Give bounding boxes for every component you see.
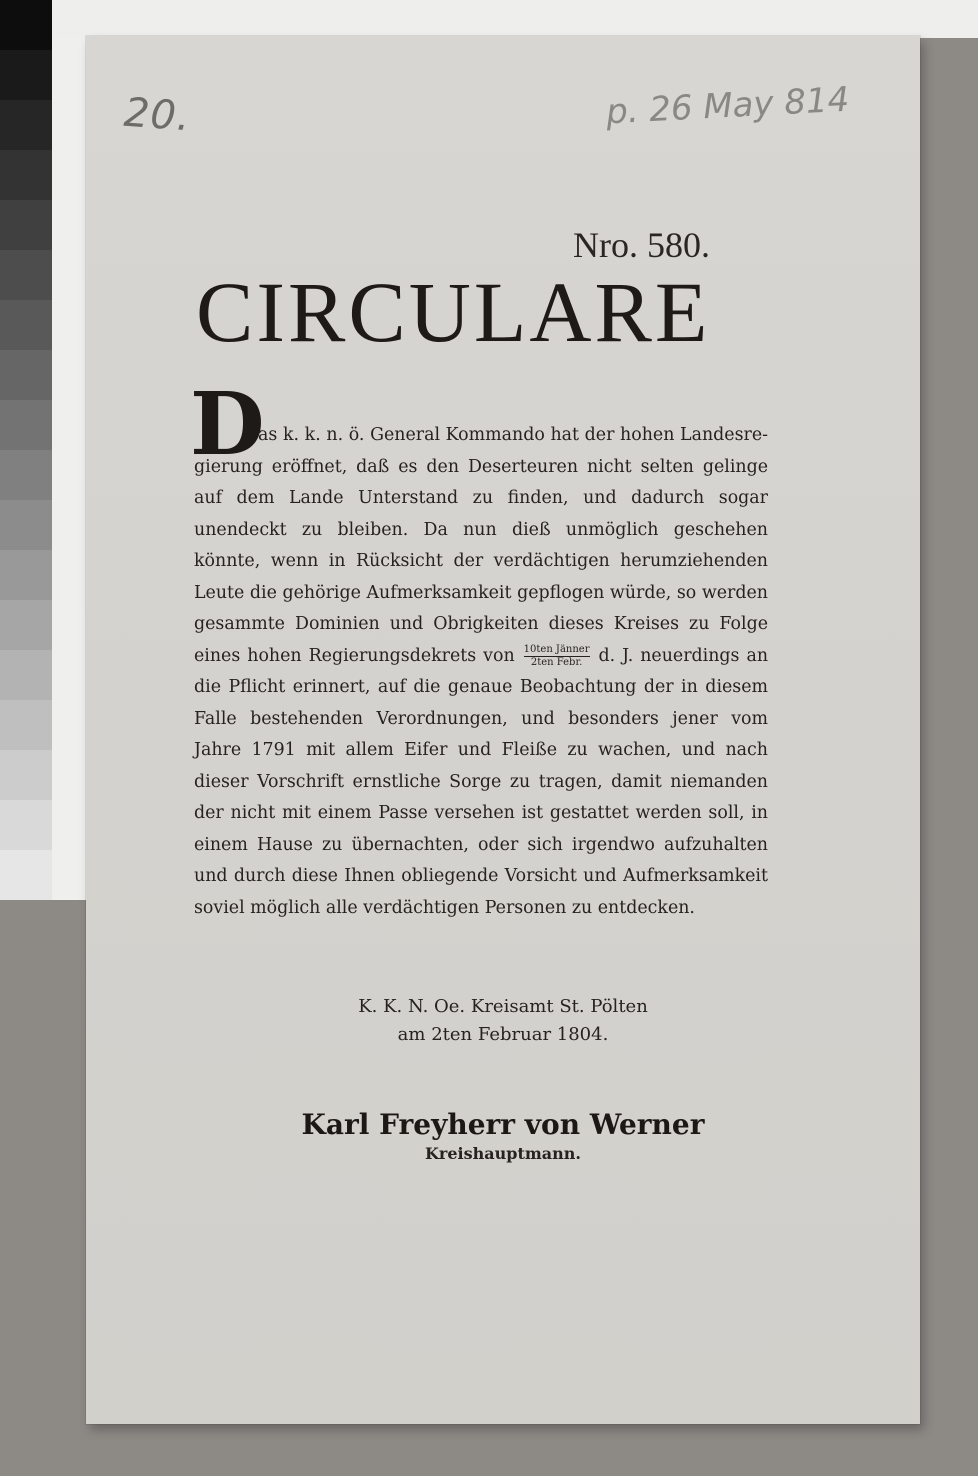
background-card xyxy=(52,0,978,38)
calibration-patch xyxy=(0,200,52,250)
date-fraction-top: 10ten Jänner xyxy=(523,643,590,655)
calibration-patch xyxy=(0,0,52,50)
pencil-annotation-right: p. 26 May 814 xyxy=(605,79,851,133)
issuing-office: K. K. N. Oe. Kreisamt St. Pölten xyxy=(358,996,648,1017)
circular-body xyxy=(194,420,768,924)
calibration-patch xyxy=(0,650,52,700)
body-main: gierung eröffnet, daß es den Deserteuren nicht selten gelinge auf dem Lande Unterstand zu finden, und dadurch sogar unendeckt zu bleiben. Da nun dieß unmöglich geschehen könnte, wenn in Rücksicht der verdächtigen herumziehenden Leute die gehörige Aufmerksamkeit gepflogen würde, so werden gesammte Dominien und Obrigkeiten dieses Kreises zu Folge eines hohen Regierungsdekrets von xyxy=(194,456,768,666)
document-title: CIRCULARE xyxy=(196,264,711,360)
pencil-annotation-left: 20. xyxy=(122,89,193,141)
calibration-patch xyxy=(0,500,52,550)
date-fraction-bottom: 2ten Febr. xyxy=(530,656,583,668)
calibration-patch xyxy=(0,300,52,350)
signer-title: Kreishauptmann. xyxy=(425,1144,581,1163)
calibration-patch xyxy=(0,600,52,650)
calibration-patch xyxy=(0,450,52,500)
document-number: Nro. 580. xyxy=(573,225,710,265)
body-end: d. J. neuerdings an die Pflicht erinnert, auf die genaue Beobachtung der in diesem Falle bestehenden Verordnungen, und besonders jener vom Jahre 1791 mit allem Eifer und Fleiße zu wachen, und nach dieser Vorschrift ernstliche Sorge zu tragen, damit niemanden der nicht mit einem Passe versehen ist gestattet werden soll, in einem Hause zu übernachten, oder sich irgendwo aufzuhalten und durch diese Ihnen obliegende Vorsicht und Aufmerksamkeit soviel möglich alle verdächtigen Personen zu entdecken. xyxy=(194,645,769,918)
calibration-patch xyxy=(0,50,52,100)
calibration-card xyxy=(52,0,86,900)
signer-name: Karl Freyherr von Werner xyxy=(301,1108,705,1141)
calibration-patch xyxy=(0,550,52,600)
calibration-patch xyxy=(0,350,52,400)
calibration-patch xyxy=(0,750,52,800)
color-calibration-strip xyxy=(0,0,52,900)
calibration-patch xyxy=(0,100,52,150)
document-sheet xyxy=(86,36,920,1424)
ornamental-initial: D xyxy=(190,374,265,475)
calibration-patch xyxy=(0,850,52,900)
calibration-patch xyxy=(0,800,52,850)
date-fraction xyxy=(524,644,590,669)
calibration-patch xyxy=(0,700,52,750)
calibration-patch xyxy=(0,400,52,450)
body-first-line: as k. k. n. ö. General Kommando hat der hohen Landesre- xyxy=(258,425,768,445)
calibration-patch xyxy=(0,150,52,200)
issue-date: am 2ten Februar 1804. xyxy=(397,1024,609,1045)
calibration-patch xyxy=(0,250,52,300)
